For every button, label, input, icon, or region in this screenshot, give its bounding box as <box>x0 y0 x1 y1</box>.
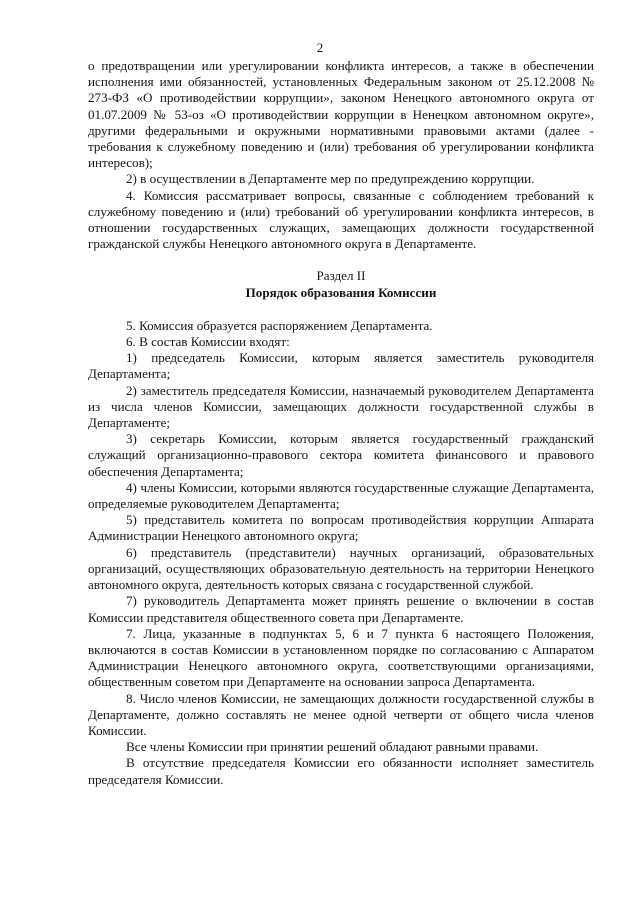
paragraph: 1) председатель Комиссии, которым является заместитель руководителя Департамента; <box>88 350 594 382</box>
spacer <box>88 301 594 318</box>
section-title: Порядок образования Комиссии <box>245 284 437 300</box>
paragraph: В отсутствие председателя Комиссии его обязанности исполняет заместитель председателя Комиссии. <box>88 755 594 787</box>
paragraph: Все члены Комиссии при принятии решений обладают равными правами. <box>126 739 539 755</box>
paragraph: 2) заместитель председателя Комиссии, назначаемый руководителем Департамента из числа членов Комиссии, замещающих должности государственной службы в Департаменте; <box>88 382 594 431</box>
paragraph: 5. Комиссия образуется распоряжением Департамента. <box>126 317 433 333</box>
paragraph: 8. Число членов Комиссии, не замещающих должности государственной службы в Департаменте, должно составлять не менее одной четверти от общего числа членов Комиссии. <box>88 690 594 738</box>
paragraph: 6. В состав Комиссии входят: <box>126 334 290 350</box>
paragraph: 4. Комиссия рассматривает вопросы, связанные с соблюдением требований к служебному поведению и (или) требований об урегулировании конфликта интересов, в отношении государственных служащих, замещающих должности государственной гражданской службы Ненецкого автономного округа в Департаменте. <box>88 187 594 252</box>
spacer <box>88 252 594 268</box>
paragraph: 4) члены Комиссии, которыми являются государственные служащие Департамента, определяемые руководителем Департамента; <box>88 479 594 512</box>
paragraph: 2) в осуществлении в Департаменте мер по предупреждению коррупции. <box>126 171 535 187</box>
page-number: 2 <box>316 40 324 55</box>
paragraph: 5) представитель комитета по вопросам противодействия коррупции Аппарата Администрации Ненецкого автономного округа; <box>88 512 594 544</box>
paragraph: 3) секретарь Комиссии, которым является государственный гражданский служащий организационно-правового сектора комитета финансового и правового обеспечения Департамента; <box>88 431 594 479</box>
paragraph: 7. Лица, указанные в подпунктах 5, 6 и 7 пункта 6 настоящего Положения, включаются в состав Комиссии в установленном порядке по согласованию с Аппаратом Администрации Ненецкого автономного округа, соответствующими организациями, общественным советом при Департаменте на основании запроса Департамента. <box>88 625 594 690</box>
paragraph: 6) представитель (представители) научных организаций, образовательных организаций, осуществляющих образовательную деятельность на территории Ненецкого автономного округа, деятельность которых связана с государственной службой. <box>88 544 594 593</box>
document-body <box>88 58 594 788</box>
section-label: Раздел II <box>316 268 366 284</box>
paragraph-continuation: о предотвращении или урегулировании конфликта интересов, а также в обеспечении исполнения ими обязанностей, установленных Федеральным законом от 25.12.2008 № 273-ФЗ «О противодействии коррупции», законом Ненецкого автономного округа от 01.07.2009 № 53-оз «О противодействии коррупции в Ненецком автономном округе», другими федеральными и окружными нормативными правовыми актами (далее - требования к служебному поведению и (или) требования об урегулировании конфликта интересов); <box>88 58 594 171</box>
paragraph: 7) руководитель Департамента может принять решение о включении в состав Комиссии представителя общественного совета при Департаменте. <box>88 593 594 625</box>
